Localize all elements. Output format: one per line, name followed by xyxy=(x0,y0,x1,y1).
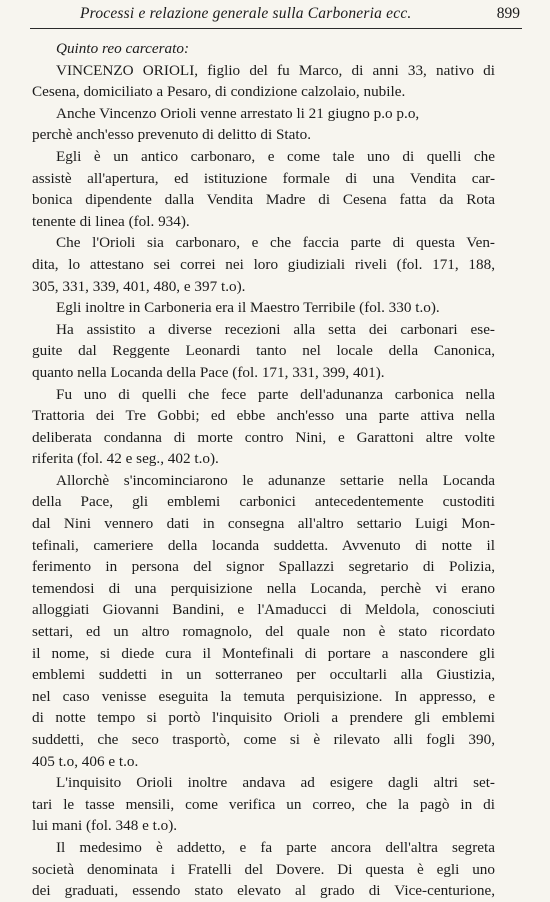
text-line: assistè all'apertura, ed istituzione formale di una Vendita car- xyxy=(32,169,495,187)
text-line: alloggiati Giovanni Bandini, e l'Amaducci di Meldola, conosciuti xyxy=(32,601,495,619)
text-line: dei graduati, essendo stato elevato al grado di Vice-centurione, xyxy=(32,882,495,900)
body-text xyxy=(32,38,495,902)
text-line: 305, 331, 339, 401, 480, e 397 t.o). xyxy=(32,277,246,295)
text-line: il nome, si diede cura il Montefinali di portare a nascondere gli xyxy=(32,644,495,662)
text-line: suddetti, che seco trasportò, come si è rilevato alli fogli 390, xyxy=(32,731,495,748)
text-line: temendosi di una perquisizione nella Locanda, perchè vi erano xyxy=(32,579,495,597)
text-line: settari, ed un altro romagnolo, del quale non è stato ricordato xyxy=(32,623,495,641)
text-line: nel caso venisse eseguita la temuta perquisizione. In appresso, e xyxy=(32,687,495,705)
text-line: Cesena, domiciliato a Pesaro, di condizione calzolaio, nubile. xyxy=(32,83,406,101)
text-line: di notte tempo si portò l'inquisito Orioli a prendere gli emblemi xyxy=(32,709,495,727)
text-line: società denominata i Fratelli del Dovere. Di questa è egli uno xyxy=(32,860,495,878)
text-line: dal Nini vennero dati in consegna all'altro settario Luigi Mon- xyxy=(32,515,495,533)
text-line: Egli è un antico carbonaro, e come tale uno di quelli che xyxy=(56,147,495,165)
running-title: Processi e relazione generale sulla Carboneria ecc. xyxy=(80,5,412,22)
text-line: Anche Vincenzo Orioli venne arrestato li 21 giugno p.o p.o, xyxy=(56,104,420,122)
text-line: dita, lo attestano sei correi nei loro giudiziali riveli (fol. 171, 188, xyxy=(32,255,495,273)
text-line: tenente di linea (fol. 934). xyxy=(32,212,190,230)
text-line: tefinali, cameriere della locanda suddetta. Avvenuto di notte il xyxy=(32,536,495,554)
text-line: 405 t.o, 406 e t.o. xyxy=(32,752,139,770)
text-line: L'inquisito Orioli inoltre andava ad esigere dagli altri set- xyxy=(56,774,495,792)
text-line: VINCENZO ORIOLI, figlio del fu Marco, di anni 33, nativo di xyxy=(56,61,495,79)
text-line: guite dal Reggente Leonardi tanto nel locale della Canonica, xyxy=(32,342,495,360)
text-line: bonica dipendente dalla Vendita Madre di Cesena fatta da Rota xyxy=(32,191,495,209)
text-line: quanto nella Locanda della Pace (fol. 171, 331, 399, 401). xyxy=(32,363,385,381)
text-line: Allorchè s'incominciarono le adunanze settarie nella Locanda xyxy=(56,471,495,489)
text-line: Fu uno di quelli che fece parte dell'adunanza carbonica nella xyxy=(56,385,495,403)
text-line: lui mani (fol. 348 e t.o). xyxy=(32,817,178,835)
text-line: Ha assistito a diverse recezioni alla setta dei carbonari ese- xyxy=(56,320,495,338)
text-line: Il medesimo è addetto, e fa parte ancora dell'altra segreta xyxy=(56,838,495,856)
text-line: perchè anch'esso prevenuto di delitto di Stato. xyxy=(32,126,311,144)
text-line: deliberata condanna di morte contro Nini, e Garattoni altre volte xyxy=(32,428,495,446)
page-number: 899 xyxy=(496,5,520,22)
text-line: Che l'Orioli sia carbonaro, e che faccia parte di questa Ven- xyxy=(56,234,495,252)
text-line: Trattoria dei Tre Gobbi; ed ebbe anch'esso una parte attiva nella xyxy=(32,407,495,425)
section-heading: Quinto reo carcerato: xyxy=(56,40,190,57)
text-line: tari le tasse mensili, come verifica un correo, che la pagò in di xyxy=(32,795,495,813)
text-line: Egli inoltre in Carboneria era il Maestro Terribile (fol. 330 t.o). xyxy=(56,299,440,317)
text-line: riferita (fol. 42 e seg., 402 t.o). xyxy=(32,450,219,468)
text-line: della Pace, gli emblemi carbonici antecedentemente custoditi xyxy=(32,493,495,511)
running-header xyxy=(30,0,522,29)
text-line: emblemi suddetti in un sotterraneo per occultarli alla Giustizia, xyxy=(32,666,495,684)
text-line: ferimento in persona del signor Spallazzi segretario di Polizia, xyxy=(32,558,495,576)
